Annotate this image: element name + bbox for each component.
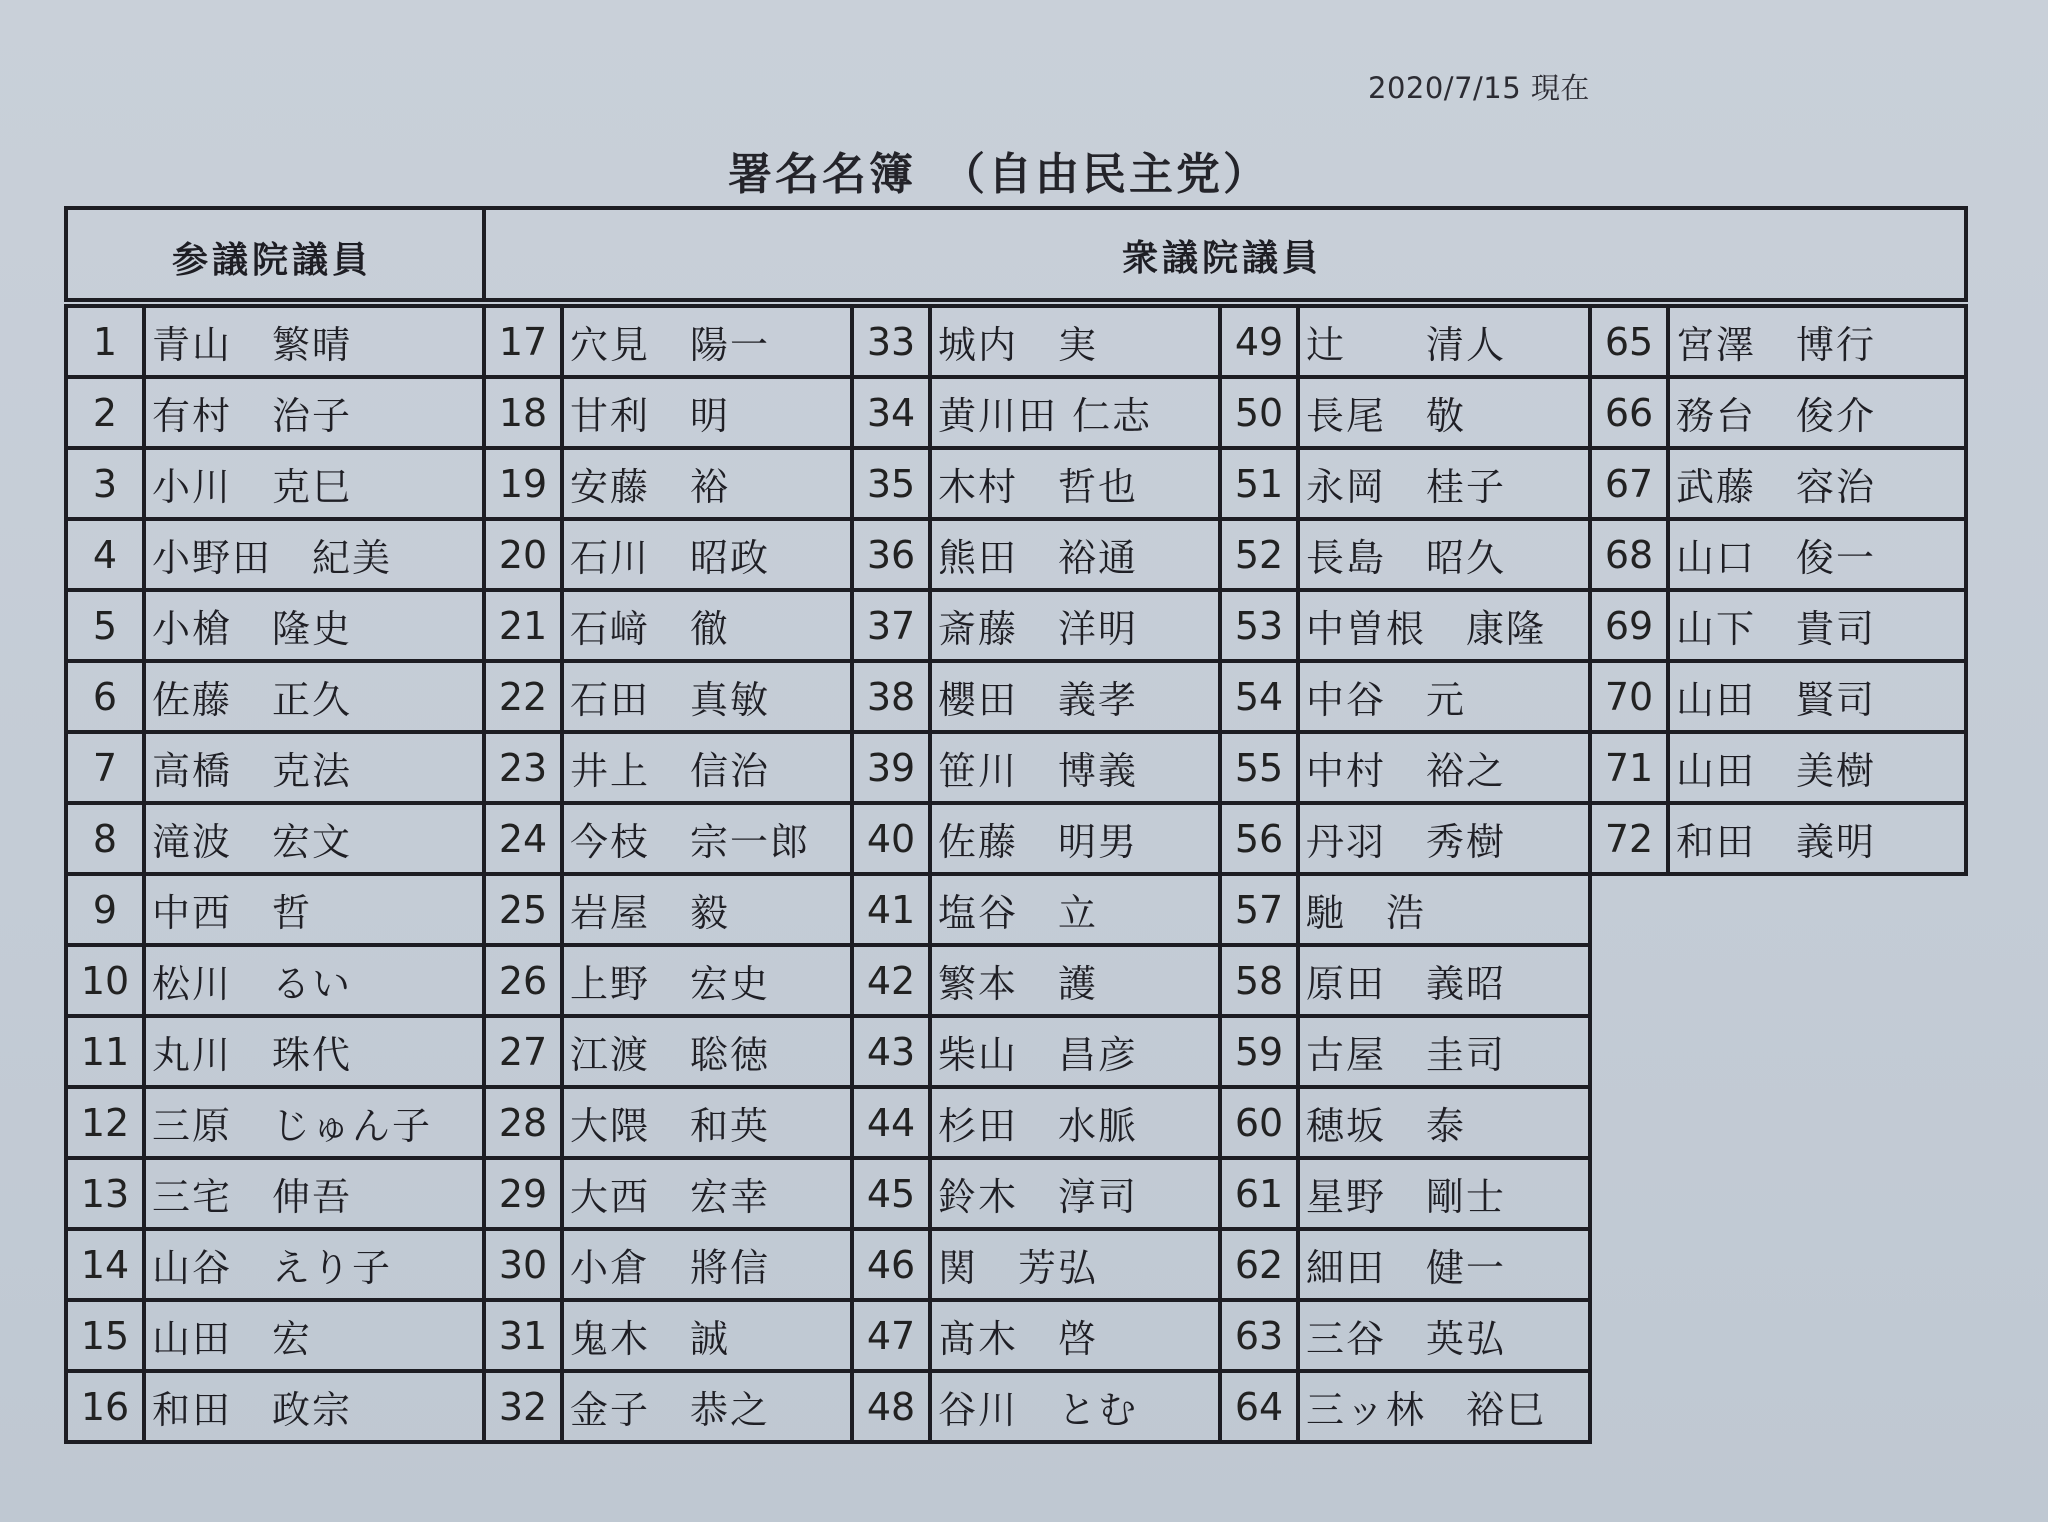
- member-row: [854, 1231, 1218, 1302]
- member-row: [1222, 1160, 1588, 1231]
- member-row: [1222, 805, 1588, 876]
- member-name: 松川 るい: [152, 962, 353, 1006]
- member-name: 和田 義明: [1676, 820, 1877, 864]
- member-row: [854, 876, 1218, 947]
- member-row: [486, 734, 850, 805]
- member-name: 山谷 えり子: [152, 1246, 393, 1290]
- member-name: 柴山 昌彦: [938, 1033, 1139, 1077]
- member-name: 谷川 とむ: [938, 1388, 1139, 1432]
- member-number: 3: [68, 450, 146, 517]
- member-number: 67: [1592, 450, 1670, 517]
- member-number: 66: [1592, 379, 1670, 446]
- member-row: [1222, 592, 1588, 663]
- member-name: 小倉 將信: [570, 1246, 771, 1290]
- member-row: [854, 663, 1218, 734]
- member-name: 木村 哲也: [938, 465, 1139, 509]
- member-name: 武藤 容治: [1676, 465, 1877, 509]
- member-row: [68, 734, 482, 805]
- member-row: [854, 1160, 1218, 1231]
- member-number: 51: [1222, 450, 1300, 517]
- member-name: 黄川田 仁志: [938, 394, 1153, 438]
- member-name: 塩谷 立: [938, 891, 1099, 935]
- member-row: [486, 521, 850, 592]
- member-number: 59: [1222, 1018, 1300, 1085]
- member-row: [1222, 663, 1588, 734]
- member-number: 61: [1222, 1160, 1300, 1227]
- member-number: 72: [1592, 805, 1670, 872]
- member-name: 三宅 伸吾: [152, 1175, 353, 1219]
- member-name: 穂坂 泰: [1306, 1104, 1467, 1148]
- member-name: 古屋 圭司: [1306, 1033, 1507, 1077]
- member-name: 甘利 明: [570, 394, 731, 438]
- member-row: [68, 1089, 482, 1160]
- member-row: [854, 805, 1218, 876]
- member-row: [1222, 1231, 1588, 1302]
- member-row: [1222, 450, 1588, 521]
- member-name: 佐藤 明男: [938, 820, 1139, 864]
- member-name: 小川 克巳: [152, 465, 353, 509]
- member-name: 馳 浩: [1306, 891, 1427, 935]
- member-row: [486, 876, 850, 947]
- member-row: [854, 1302, 1218, 1373]
- member-number: 69: [1592, 592, 1670, 659]
- member-name: 髙木 啓: [938, 1317, 1099, 1361]
- member-number: 14: [68, 1231, 146, 1298]
- member-name: 高橋 克法: [152, 749, 353, 793]
- member-name: 石川 昭政: [570, 536, 771, 580]
- member-row: [1222, 734, 1588, 805]
- member-number: 48: [854, 1373, 932, 1440]
- member-name: 櫻田 義孝: [938, 678, 1139, 722]
- member-name: 関 芳弘: [938, 1246, 1099, 1290]
- member-number: 8: [68, 805, 146, 872]
- member-row: [854, 521, 1218, 592]
- member-row: [1222, 1302, 1588, 1373]
- member-name: 斎藤 洋明: [938, 607, 1139, 651]
- member-number: 64: [1222, 1373, 1300, 1440]
- member-number: 37: [854, 592, 932, 659]
- member-row: [486, 1089, 850, 1160]
- member-name: 鬼木 誠: [570, 1317, 731, 1361]
- member-number: 13: [68, 1160, 146, 1227]
- member-number: 1: [68, 308, 146, 375]
- member-number: 32: [486, 1373, 564, 1440]
- member-number: 53: [1222, 592, 1300, 659]
- member-number: 52: [1222, 521, 1300, 588]
- member-row: [486, 592, 850, 663]
- member-row: [1592, 592, 1964, 663]
- member-row: [854, 947, 1218, 1018]
- member-name: 和田 政宗: [152, 1388, 353, 1432]
- member-row: [1222, 1373, 1588, 1444]
- member-number: 16: [68, 1373, 146, 1440]
- lower-house-column: [482, 304, 854, 1444]
- member-name: 青山 繁晴: [152, 323, 353, 367]
- member-row: [854, 1018, 1218, 1089]
- member-name: 山口 俊一: [1676, 536, 1877, 580]
- member-number: 43: [854, 1018, 932, 1085]
- member-name: 辻 清人: [1306, 323, 1507, 367]
- member-row: [68, 663, 482, 734]
- member-row: [486, 805, 850, 876]
- member-row: [854, 734, 1218, 805]
- member-number: 49: [1222, 308, 1300, 375]
- member-name: 丹羽 秀樹: [1306, 820, 1507, 864]
- member-name: 金子 恭之: [570, 1388, 771, 1432]
- member-name: 大隈 和英: [570, 1104, 771, 1148]
- member-name: 細田 健一: [1306, 1246, 1507, 1290]
- member-row: [68, 308, 482, 379]
- member-row: [486, 1302, 850, 1373]
- member-number: 11: [68, 1018, 146, 1085]
- lower-house-column: [850, 304, 1222, 1444]
- member-row: [68, 1018, 482, 1089]
- member-number: 68: [1592, 521, 1670, 588]
- member-row: [1222, 1018, 1588, 1089]
- member-name: 三原 じゅん子: [152, 1104, 433, 1148]
- member-row: [68, 521, 482, 592]
- member-number: 54: [1222, 663, 1300, 730]
- member-row: [854, 592, 1218, 663]
- member-number: 12: [68, 1089, 146, 1156]
- member-name: 鈴木 淳司: [938, 1175, 1139, 1219]
- member-number: 15: [68, 1302, 146, 1369]
- member-row: [1592, 308, 1964, 379]
- member-number: 10: [68, 947, 146, 1014]
- member-number: 36: [854, 521, 932, 588]
- member-number: 23: [486, 734, 564, 801]
- member-number: 25: [486, 876, 564, 943]
- member-number: 63: [1222, 1302, 1300, 1369]
- member-row: [486, 663, 850, 734]
- member-number: 20: [486, 521, 564, 588]
- member-number: 33: [854, 308, 932, 375]
- member-name: 小野田 紀美: [152, 536, 393, 580]
- member-number: 58: [1222, 947, 1300, 1014]
- member-number: 27: [486, 1018, 564, 1085]
- member-name: 山田 賢司: [1676, 678, 1877, 722]
- member-row: [854, 1373, 1218, 1444]
- member-row: [486, 1231, 850, 1302]
- member-number: 38: [854, 663, 932, 730]
- header-upper-house: 参議院議員: [172, 240, 373, 281]
- member-number: 26: [486, 947, 564, 1014]
- member-number: 9: [68, 876, 146, 943]
- member-number: 47: [854, 1302, 932, 1369]
- member-number: 29: [486, 1160, 564, 1227]
- member-name: 岩屋 毅: [570, 891, 731, 935]
- header-lower-house: 衆議院議員: [1122, 238, 1323, 279]
- member-number: 46: [854, 1231, 932, 1298]
- member-number: 34: [854, 379, 932, 446]
- member-row: [68, 947, 482, 1018]
- member-name: 永岡 桂子: [1306, 465, 1507, 509]
- member-number: 4: [68, 521, 146, 588]
- member-row: [854, 1089, 1218, 1160]
- member-number: 55: [1222, 734, 1300, 801]
- member-name: 原田 義昭: [1306, 962, 1507, 1006]
- member-name: 石田 真敏: [570, 678, 771, 722]
- member-name: 中曽根 康隆: [1306, 607, 1547, 651]
- member-number: 22: [486, 663, 564, 730]
- member-number: 62: [1222, 1231, 1300, 1298]
- member-name: 安藤 裕: [570, 465, 731, 509]
- member-name: 中西 哲: [152, 891, 313, 935]
- member-number: 31: [486, 1302, 564, 1369]
- member-row: [486, 450, 850, 521]
- member-number: 35: [854, 450, 932, 517]
- as-of-date: 2020/7/15 現在: [1368, 71, 1590, 105]
- member-row: [1592, 450, 1964, 521]
- member-number: 44: [854, 1089, 932, 1156]
- upper-house-column: [64, 304, 486, 1444]
- member-number: 21: [486, 592, 564, 659]
- member-name: 石﨑 徹: [570, 607, 731, 651]
- member-number: 42: [854, 947, 932, 1014]
- member-row: [68, 1160, 482, 1231]
- member-number: 39: [854, 734, 932, 801]
- member-name: 三ッ林 裕巳: [1306, 1388, 1547, 1432]
- member-name: 三谷 英弘: [1306, 1317, 1507, 1361]
- member-row: [68, 805, 482, 876]
- member-name: 務台 俊介: [1676, 394, 1877, 438]
- member-number: 56: [1222, 805, 1300, 872]
- member-name: 滝波 宏文: [152, 820, 353, 864]
- member-name: 丸川 珠代: [152, 1033, 353, 1077]
- member-name: 熊田 裕通: [938, 536, 1139, 580]
- member-row: [486, 1160, 850, 1231]
- member-number: 57: [1222, 876, 1300, 943]
- member-number: 24: [486, 805, 564, 872]
- member-name: 長尾 敬: [1306, 394, 1467, 438]
- member-row: [68, 1231, 482, 1302]
- member-number: 17: [486, 308, 564, 375]
- member-number: 2: [68, 379, 146, 446]
- member-name: 中村 裕之: [1306, 749, 1507, 793]
- lower-house-column: [1588, 304, 1968, 876]
- member-row: [1222, 308, 1588, 379]
- member-name: 山田 宏: [152, 1317, 313, 1361]
- member-row: [1592, 379, 1964, 450]
- member-number: 50: [1222, 379, 1300, 446]
- member-name: 宮澤 博行: [1676, 323, 1877, 367]
- member-name: 穴見 陽一: [570, 323, 771, 367]
- member-row: [68, 1302, 482, 1373]
- member-row: [854, 379, 1218, 450]
- member-name: 山下 貴司: [1676, 607, 1877, 651]
- member-row: [486, 1018, 850, 1089]
- member-row: [1592, 521, 1964, 592]
- member-number: 30: [486, 1231, 564, 1298]
- member-name: 繁本 護: [938, 962, 1099, 1006]
- member-number: 5: [68, 592, 146, 659]
- member-number: 71: [1592, 734, 1670, 801]
- lower-house-column: [1218, 304, 1592, 1444]
- member-row: [68, 592, 482, 663]
- member-row: [854, 308, 1218, 379]
- member-name: 杉田 水脈: [938, 1104, 1139, 1148]
- member-number: 65: [1592, 308, 1670, 375]
- member-name: 星野 剛士: [1306, 1175, 1507, 1219]
- member-name: 井上 信治: [570, 749, 771, 793]
- member-name: 上野 宏史: [570, 962, 771, 1006]
- member-row: [1592, 663, 1964, 734]
- member-row: [68, 1373, 482, 1444]
- member-row: [486, 947, 850, 1018]
- member-number: 7: [68, 734, 146, 801]
- member-name: 江渡 聡徳: [570, 1033, 771, 1077]
- member-row: [1222, 379, 1588, 450]
- member-row: [854, 450, 1218, 521]
- member-name: 小槍 隆史: [152, 607, 353, 651]
- member-name: 城内 実: [938, 323, 1099, 367]
- member-row: [1592, 734, 1964, 805]
- member-row: [68, 876, 482, 947]
- member-row: [1592, 805, 1964, 876]
- member-row: [486, 379, 850, 450]
- member-row: [486, 308, 850, 379]
- member-number: 19: [486, 450, 564, 517]
- member-name: 長島 昭久: [1306, 536, 1507, 580]
- member-number: 41: [854, 876, 932, 943]
- member-row: [486, 1373, 850, 1444]
- member-row: [1222, 1089, 1588, 1160]
- page-title: 署名名簿 （自由民主党）: [728, 149, 1270, 200]
- member-name: 山田 美樹: [1676, 749, 1877, 793]
- member-row: [1222, 876, 1588, 947]
- member-number: 28: [486, 1089, 564, 1156]
- member-row: [68, 450, 482, 521]
- member-name: 今枝 宗一郎: [570, 820, 811, 864]
- member-name: 有村 治子: [152, 394, 353, 438]
- member-number: 70: [1592, 663, 1670, 730]
- member-number: 6: [68, 663, 146, 730]
- member-number: 18: [486, 379, 564, 446]
- member-number: 45: [854, 1160, 932, 1227]
- member-number: 60: [1222, 1089, 1300, 1156]
- member-row: [1222, 947, 1588, 1018]
- member-number: 40: [854, 805, 932, 872]
- member-row: [68, 379, 482, 450]
- member-name: 佐藤 正久: [152, 678, 353, 722]
- member-name: 中谷 元: [1306, 678, 1467, 722]
- member-name: 笹川 博義: [938, 749, 1139, 793]
- member-row: [1222, 521, 1588, 592]
- member-name: 大西 宏幸: [570, 1175, 771, 1219]
